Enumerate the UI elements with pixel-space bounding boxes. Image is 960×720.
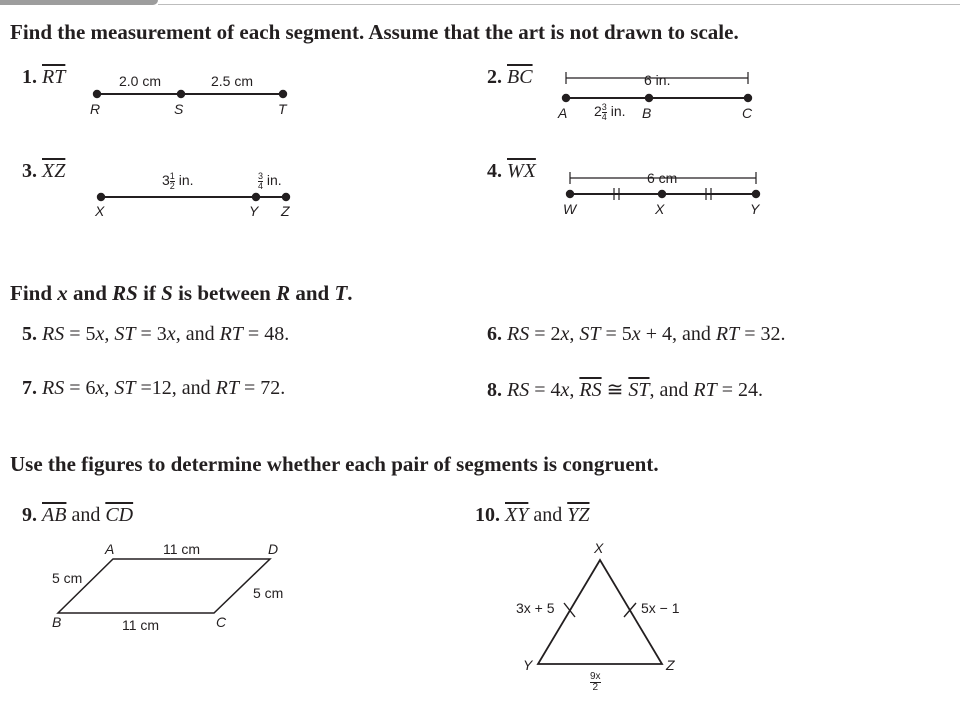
segment-yz: $\overline{YZ}$: [567, 504, 590, 526]
segment-ab: $\overline{AB}$: [42, 504, 67, 526]
p2-point-a-label: A: [558, 105, 568, 121]
text: = 5: [600, 323, 632, 345]
segment-cd: $\overline{CD}$: [105, 504, 134, 526]
var: RS: [507, 379, 530, 401]
p1-point-t: [280, 91, 286, 97]
var: RT: [715, 323, 740, 345]
p3-point-x: [98, 194, 104, 200]
text: = 48.: [242, 323, 290, 345]
p1-point-r-label: R: [90, 101, 101, 117]
heading-text: Find: [10, 281, 58, 305]
unit: in.: [606, 103, 626, 120]
text: , and: [175, 323, 220, 345]
p10-xy-expression: 3x + 5: [516, 600, 555, 616]
text: = 4: [529, 379, 561, 401]
var: RT: [219, 323, 243, 345]
segment-name: $\overline{RT}$: [42, 66, 66, 88]
text: = 2: [529, 323, 561, 345]
var: x: [560, 379, 570, 401]
p9-point-b-label: B: [52, 614, 62, 630]
var: RT: [693, 379, 717, 401]
var-r: R: [276, 281, 291, 305]
p1-st-length: 2.5 cm: [211, 73, 254, 89]
text: ,: [569, 379, 580, 401]
var: RT: [215, 377, 240, 399]
heading-text: if: [137, 281, 162, 305]
p4-point-y: [753, 191, 759, 197]
problem-number: 3.: [22, 160, 37, 182]
text: ,: [569, 323, 580, 345]
heading-text: is between: [172, 281, 277, 305]
problem-number: 1.: [22, 66, 37, 88]
var-t: T: [334, 281, 348, 305]
p4-point-y-label: Y: [750, 201, 760, 217]
p2-point-b: [646, 95, 652, 101]
denominator: 4: [601, 112, 607, 122]
problem-number: 8.: [487, 379, 502, 401]
var: x: [95, 323, 105, 345]
p3-point-z-label: Z: [281, 203, 290, 219]
p9-point-d-label: D: [268, 541, 279, 557]
numerator: 1: [169, 171, 175, 181]
p2-point-c: [745, 95, 751, 101]
p2-ac-length: 6 in.: [644, 72, 671, 88]
p10-point-y-label: Y: [523, 657, 533, 673]
heading-text: and: [67, 281, 113, 305]
var: x: [95, 377, 105, 399]
text: =12, and: [135, 377, 216, 399]
p4-point-w: [567, 191, 573, 197]
p3-point-y-label: Y: [249, 203, 259, 219]
p9-bc-length: 11 cm: [122, 617, 160, 633]
p9-ad-length: 11 cm: [163, 541, 201, 557]
var: x: [560, 323, 570, 345]
p4-segment-figure: [567, 172, 759, 200]
text: = 24.: [716, 379, 764, 401]
segment-name: $\overline{WX}$: [507, 160, 536, 182]
segment-rs: $\overline{RS}$: [579, 379, 602, 401]
problem-number: 4.: [487, 160, 502, 182]
denominator: 2: [592, 682, 599, 693]
p9-parallelogram: [58, 559, 270, 613]
unit: in.: [174, 172, 194, 189]
problem-number: 9.: [22, 504, 37, 526]
p1-rs-length: 2.0 cm: [119, 73, 162, 89]
denominator: 2: [169, 181, 175, 191]
problem-number: 5.: [22, 323, 37, 345]
p9-ab-length: 5 cm: [52, 570, 83, 586]
p1-point-s-label: S: [174, 101, 184, 117]
p1-point-r: [94, 91, 100, 97]
p1-point-t-label: T: [278, 101, 287, 117]
var: ST: [579, 323, 601, 345]
text: + 4, and: [640, 323, 716, 345]
text: = 5: [64, 323, 96, 345]
problem-number: 7.: [22, 377, 37, 399]
p10-xz-expression: 5x − 1: [641, 600, 680, 616]
p2-point-b-label: B: [642, 105, 652, 121]
numerator: 3: [601, 102, 607, 112]
unit: in.: [263, 172, 282, 189]
p4-wy-length: 6 cm: [647, 170, 678, 186]
congruent-symbol: ≅: [601, 379, 629, 401]
p10-point-x-label: X: [594, 540, 604, 556]
and-text: and: [528, 504, 568, 526]
heading-congruent: Use the figures to determine whether each pair of segments is congruent.: [10, 452, 659, 476]
heading-text: .: [347, 281, 353, 305]
var-x: x: [57, 281, 68, 305]
var-rs: RS: [112, 281, 138, 305]
whole-part: 3: [162, 172, 170, 189]
p3-point-z: [283, 194, 289, 200]
text: = 72.: [239, 377, 286, 399]
p3-segment-figure: [98, 194, 289, 200]
whole-part: 2: [594, 103, 602, 120]
text: = 32.: [739, 323, 786, 345]
segment-xy: $\overline{XY}$: [505, 504, 529, 526]
text: = 3: [135, 323, 167, 345]
p9-cd-length: 5 cm: [253, 585, 284, 601]
var: RS: [507, 323, 530, 345]
p2-segment-figure: [563, 72, 751, 101]
p10-triangle: [538, 560, 662, 664]
var-s: S: [161, 281, 173, 305]
p1-segment-figure: [94, 91, 286, 97]
segment-name: $\overline{BC}$: [507, 66, 533, 88]
problem-number: 2.: [487, 66, 502, 88]
text: ,: [104, 377, 115, 399]
denominator: 4: [258, 181, 264, 191]
segment-st: $\overline{ST}$: [628, 379, 650, 401]
p4-point-w-label: W: [563, 201, 577, 217]
problem-number: 6.: [487, 323, 502, 345]
var: ST: [114, 323, 136, 345]
p9-point-c-label: C: [216, 614, 227, 630]
numerator: 9x: [590, 671, 601, 682]
problem-number: 10.: [475, 504, 500, 526]
var: x: [166, 323, 176, 345]
p4-point-x-label: X: [655, 201, 665, 217]
p3-point-y: [253, 194, 259, 200]
heading-text: and: [290, 281, 335, 305]
var: x: [631, 323, 641, 345]
var: ST: [114, 377, 136, 399]
p10-congruence-mark: [624, 603, 636, 617]
heading-measure: Find the measurement of each segment. Assume that the art is not drawn to scale.: [10, 20, 739, 44]
p2-point-a: [563, 95, 569, 101]
text: ,: [104, 323, 115, 345]
p10-point-z-label: Z: [666, 657, 675, 673]
p4-point-x: [659, 191, 665, 197]
p1-point-s: [178, 91, 184, 97]
text: = 6: [64, 377, 96, 399]
and-text: and: [66, 504, 106, 526]
var: RS: [42, 377, 65, 399]
p10-triangle-figure: [538, 560, 662, 664]
numerator: 3: [258, 171, 264, 181]
p3-point-x-label: X: [95, 203, 105, 219]
text: , and: [649, 379, 694, 401]
segment-name: $\overline{XZ}$: [42, 160, 66, 182]
p9-point-a-label: A: [105, 541, 115, 557]
p2-point-c-label: C: [742, 105, 753, 121]
var: RS: [42, 323, 65, 345]
